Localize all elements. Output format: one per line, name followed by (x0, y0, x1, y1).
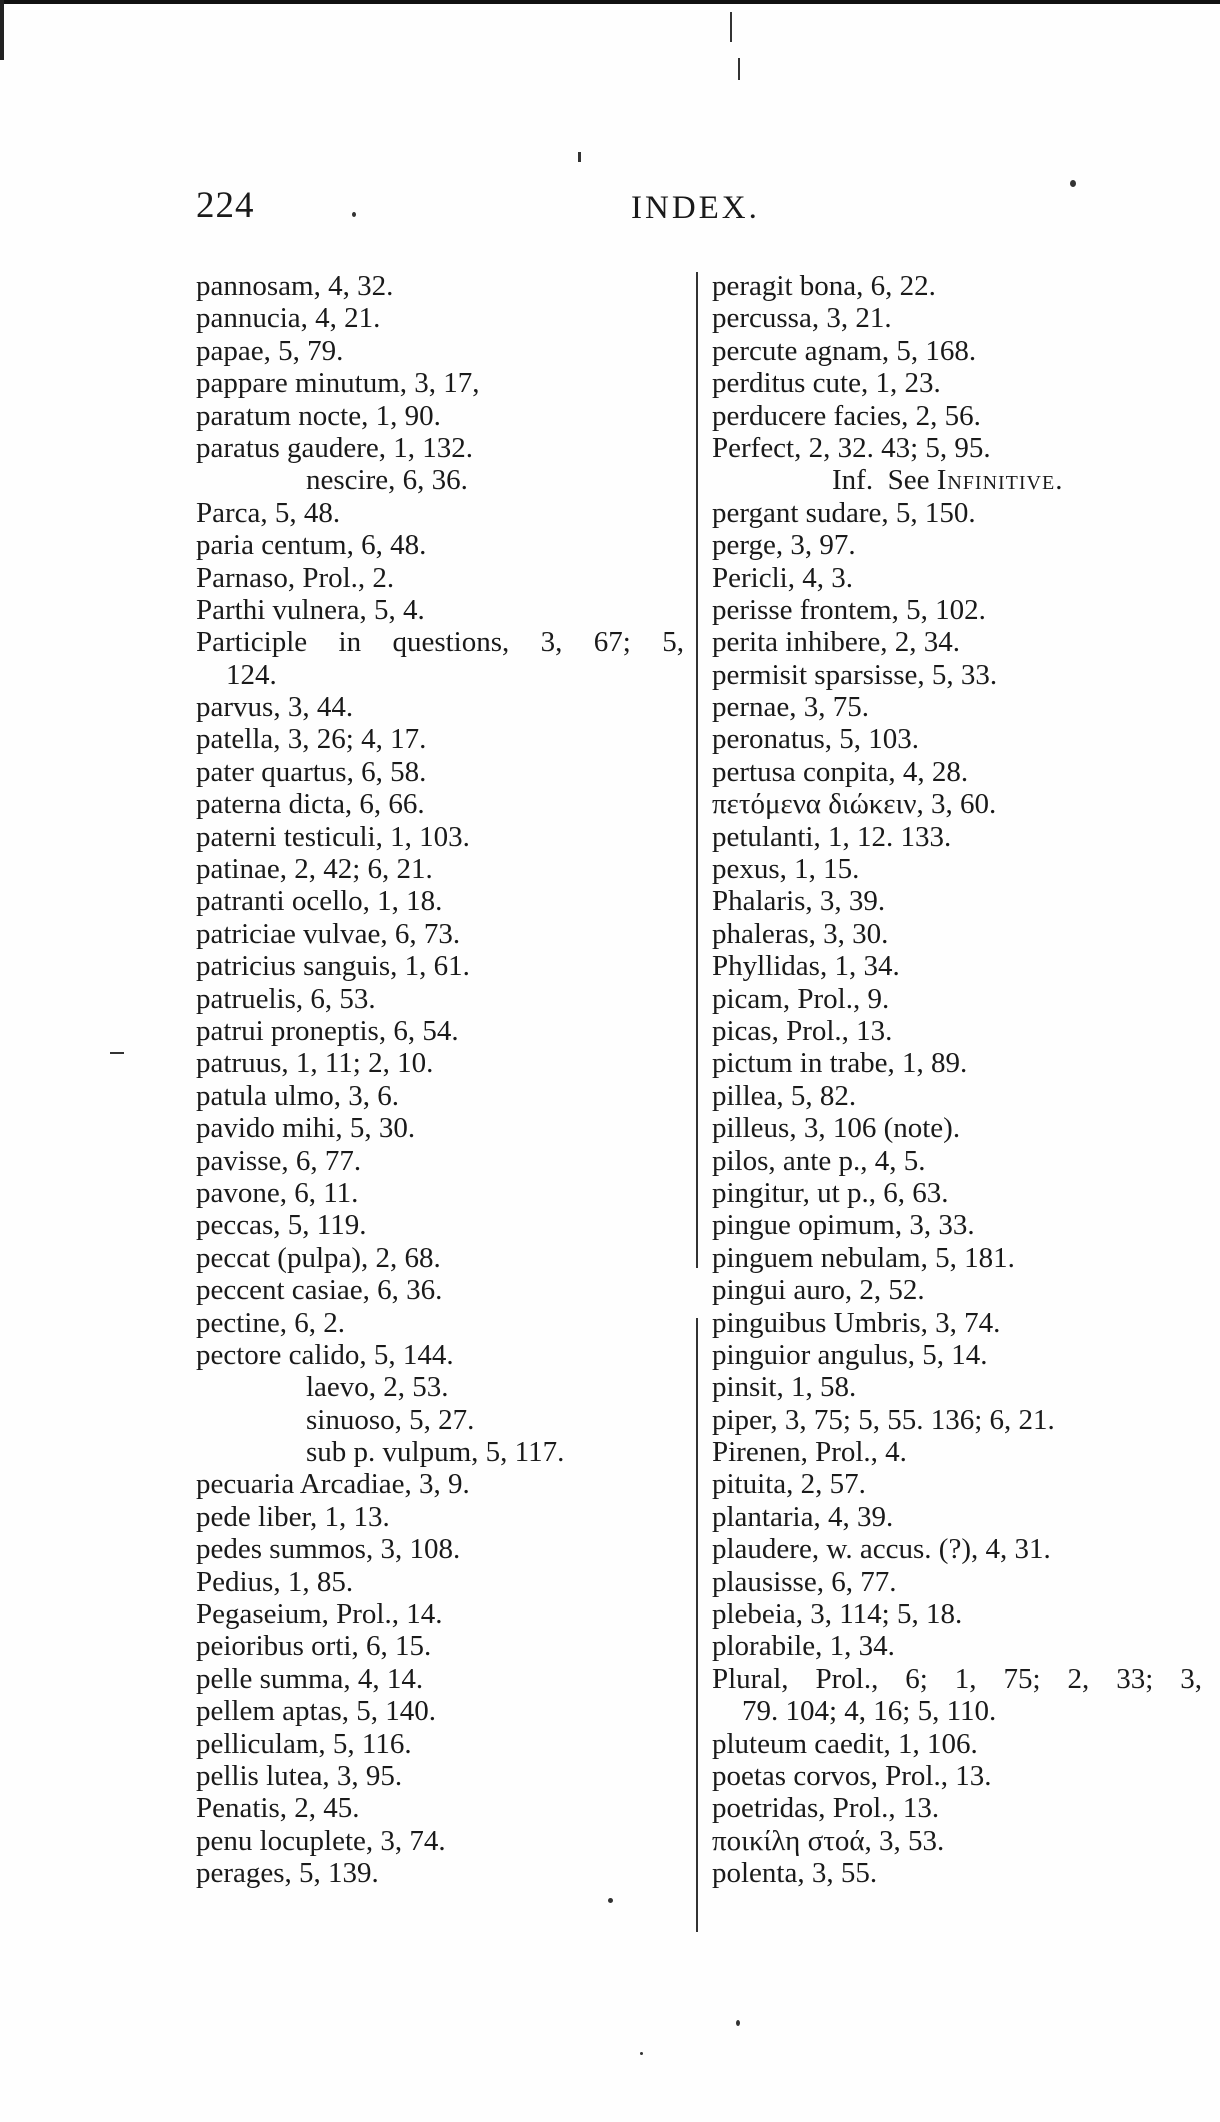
index-entry-word: 3, (1180, 1662, 1202, 1695)
index-entry: pinguem nebulam, 5, 181. (712, 1241, 1015, 1274)
index-entry: pater quartus, 6, 58. (196, 755, 427, 788)
index-entry: pelliculam, 5, 116. (196, 1727, 412, 1760)
index-entry: pernae, 3, 75. (712, 691, 870, 724)
index-entry: pluteum caedit, 1, 106. (712, 1727, 978, 1760)
index-entry-word: in (338, 626, 362, 659)
index-entry: pergant sudare, 5, 150. (712, 496, 976, 529)
index-entry: pectine, 6, 2. (196, 1306, 345, 1339)
index-entry: paria centum, 6, 48. (196, 529, 427, 562)
index-entry: pecuaria Arcadiae, 3, 9. (196, 1468, 470, 1501)
index-entry: paterna dicta, 6, 66. (196, 788, 425, 821)
index-entry-word: 6; (905, 1662, 928, 1695)
index-entry-word: 2, (1067, 1662, 1090, 1695)
index-entry: perisse frontem, 5, 102. (712, 593, 986, 626)
index-entry: picas, Prol., 13. (712, 1014, 893, 1047)
index-entry: peioribus orti, 6, 15. (196, 1630, 432, 1663)
index-entry: perita inhibere, 2, 34. (712, 626, 961, 659)
index-entry: pilleus, 3, 106 (note). (712, 1112, 961, 1145)
index-entry-word: questions, (392, 626, 510, 659)
index-entry-word: 33; (1116, 1662, 1154, 1695)
index-entry: petulanti, 1, 12. 133. (712, 820, 952, 853)
index-entry: patricius sanguis, 1, 61. (196, 950, 470, 983)
index-entry: pinsit, 1, 58. (712, 1371, 857, 1404)
index-entry: pingue opimum, 3, 33. (712, 1209, 975, 1242)
index-entry: peragit bona, 6, 22. (712, 270, 936, 302)
index-entry: patella, 3, 26; 4, 17. (196, 723, 427, 756)
print-speck (578, 152, 581, 162)
index-entry: pituita, 2, 57. (712, 1468, 866, 1501)
index-entry: phaleras, 3, 30. (712, 917, 889, 950)
index-entry: 79. 104; 4, 16; 5, 110. (742, 1695, 997, 1728)
index-entry: papae, 5, 79. (196, 334, 344, 367)
index-entry: plausisse, 6, 77. (712, 1565, 897, 1598)
index-entry: perge, 3, 97. (712, 529, 856, 562)
index-entry: pingui auro, 2, 52. (712, 1274, 925, 1307)
index-entry: patruelis, 6, 53. (196, 982, 376, 1015)
index-entry: permisit sparsisse, 5, 33. (712, 658, 998, 691)
index-entry: sub p. vulpum, 5, 117. (306, 1436, 565, 1469)
index-entry: pavido mihi, 5, 30. (196, 1112, 416, 1145)
index-entry: Parca, 5, 48. (196, 496, 341, 529)
index-entry: pinguibus Umbris, 3, 74. (712, 1306, 1001, 1339)
index-entry-word: Participle (196, 626, 308, 659)
index-entry: perducere facies, 2, 56. (712, 399, 981, 432)
index-entry: penu locuplete, 3, 74. (196, 1824, 446, 1857)
cross-reference: Infinitive. (936, 464, 1064, 497)
index-entry: poetridas, Prol., 13. (712, 1792, 940, 1825)
index-entry (712, 464, 1142, 496)
index-entry-word: Plural, (712, 1662, 789, 1695)
index-entry: Phyllidas, 1, 34. (712, 950, 900, 983)
index-entry: percute agnam, 5, 168. (712, 334, 977, 367)
print-speck (352, 212, 356, 217)
index-entry: percussa, 3, 21. (712, 302, 892, 335)
index-column-left (196, 270, 686, 1890)
index-entry: paratus gaudere, 1, 132. (196, 431, 474, 464)
index-entry-word: 1, (954, 1662, 977, 1695)
index-entry: patula ulmo, 3, 6. (196, 1079, 399, 1112)
index-entry-word: 3, (540, 626, 563, 659)
index-entry: plaudere, w. accus. (?), 4, 31. (712, 1533, 1051, 1566)
index-entry: Pegaseium, Prol., 14. (196, 1598, 443, 1631)
index-entry: plantaria, 4, 39. (712, 1500, 894, 1533)
index-entry: poetas corvos, Prol., 13. (712, 1759, 992, 1792)
index-entry: pellem aptas, 5, 140. (196, 1695, 437, 1728)
index-entry: patriciae vulvae, 6, 73. (196, 917, 461, 950)
index-entry: pede liber, 1, 13. (196, 1500, 390, 1533)
index-entry: nescire, 6, 36. (306, 464, 468, 497)
index-entry: pectore calido, 5, 144. (196, 1338, 454, 1371)
index-entry-word: Prol., (815, 1662, 879, 1695)
index-entry: Pirenen, Prol., 4. (712, 1436, 907, 1469)
index-entry: Parthi vulnera, 5, 4. (196, 593, 425, 626)
index-entry: pavone, 6, 11. (196, 1176, 359, 1209)
index-entry: 124. (226, 658, 277, 691)
print-speck (608, 1898, 613, 1903)
index-entry: patranti ocello, 1, 18. (196, 885, 443, 918)
index-entry: πετόμενα διώκειν, 3, 60. (712, 788, 997, 821)
print-speck (738, 58, 740, 80)
index-entry: paratum nocte, 1, 90. (196, 399, 441, 432)
index-entry: piper, 3, 75; 5, 55. 136; 6, 21. (712, 1403, 1055, 1436)
index-entry: patruus, 1, 11; 2, 10. (196, 1047, 434, 1080)
index-entry: paterni testiculi, 1, 103. (196, 820, 470, 853)
print-speck (736, 2020, 740, 2026)
index-entry: pictum in trabe, 1, 89. (712, 1047, 968, 1080)
index-entry: Pedius, 1, 85. (196, 1565, 354, 1598)
index-entry: patrui proneptis, 6, 54. (196, 1014, 459, 1047)
index-entry: peronatus, 5, 103. (712, 723, 919, 756)
index-entry: plorabile, 1, 34. (712, 1630, 895, 1663)
index-entry: patinae, 2, 42; 6, 21. (196, 853, 433, 886)
index-entry: perages, 5, 139. (196, 1857, 379, 1890)
page-title: INDEX. (631, 190, 760, 226)
index-entry: pellis lutea, 3, 95. (196, 1759, 403, 1792)
column-divider (696, 272, 698, 1932)
index-entry: peccas, 5, 119. (196, 1209, 367, 1242)
index-entry: pillea, 5, 82. (712, 1079, 857, 1112)
index-entry (712, 1663, 1202, 1695)
index-entry: peccent casiae, 6, 36. (196, 1274, 443, 1307)
print-speck (110, 1052, 124, 1054)
index-entry: pinguior angulus, 5, 14. (712, 1338, 988, 1371)
index-entry: plebeia, 3, 114; 5, 18. (712, 1598, 963, 1631)
index-entry: pannucia, 4, 21. (196, 302, 381, 335)
index-entry: pelle summa, 4, 14. (196, 1662, 424, 1695)
index-entry-text: Inf. See (832, 464, 937, 497)
page-edge-shadow (0, 0, 4, 60)
index-entry: Penatis, 2, 45. (196, 1792, 360, 1825)
print-speck (1070, 180, 1076, 187)
index-entry: pavisse, 6, 77. (196, 1144, 362, 1177)
index-entry: Pericli, 4, 3. (712, 561, 853, 594)
index-column-right (712, 270, 1202, 1890)
index-entry: pedes summos, 3, 108. (196, 1533, 461, 1566)
print-speck (640, 2052, 643, 2055)
top-page-rule (0, 0, 1220, 4)
index-entry: pannosam, 4, 32. (196, 270, 394, 302)
index-entry: pilos, ante p., 4, 5. (712, 1144, 926, 1177)
index-entry (196, 626, 684, 658)
index-entry: sinuoso, 5, 27. (306, 1403, 475, 1436)
index-entry: pexus, 1, 15. (712, 853, 860, 886)
index-entry: Parnaso, Prol., 2. (196, 561, 395, 594)
index-entry: Phalaris, 3, 39. (712, 885, 886, 918)
index-entry: polenta, 3, 55. (712, 1857, 878, 1890)
index-entry: perditus cute, 1, 23. (712, 367, 941, 400)
index-entry-word: 67; (593, 626, 631, 659)
index-entry-word: 5, (662, 626, 684, 659)
index-entry: laevo, 2, 53. (306, 1371, 449, 1404)
index-entry: peccat (pulpa), 2, 68. (196, 1241, 441, 1274)
index-entry: pertusa conpita, 4, 28. (712, 755, 969, 788)
index-entry: pingitur, ut p., 6, 63. (712, 1176, 949, 1209)
print-speck (730, 12, 732, 42)
index-entry: ποικίλη στοά, 3, 53. (712, 1824, 945, 1857)
index-entry: parvus, 3, 44. (196, 691, 354, 724)
index-entry: picam, Prol., 9. (712, 982, 890, 1015)
index-entry-word: 75; (1003, 1662, 1041, 1695)
index-entry: Perfect, 2, 32. 43; 5, 95. (712, 431, 991, 464)
page-number: 224 (196, 185, 255, 226)
index-entry: pappare minutum, 3, 17, (196, 367, 480, 400)
